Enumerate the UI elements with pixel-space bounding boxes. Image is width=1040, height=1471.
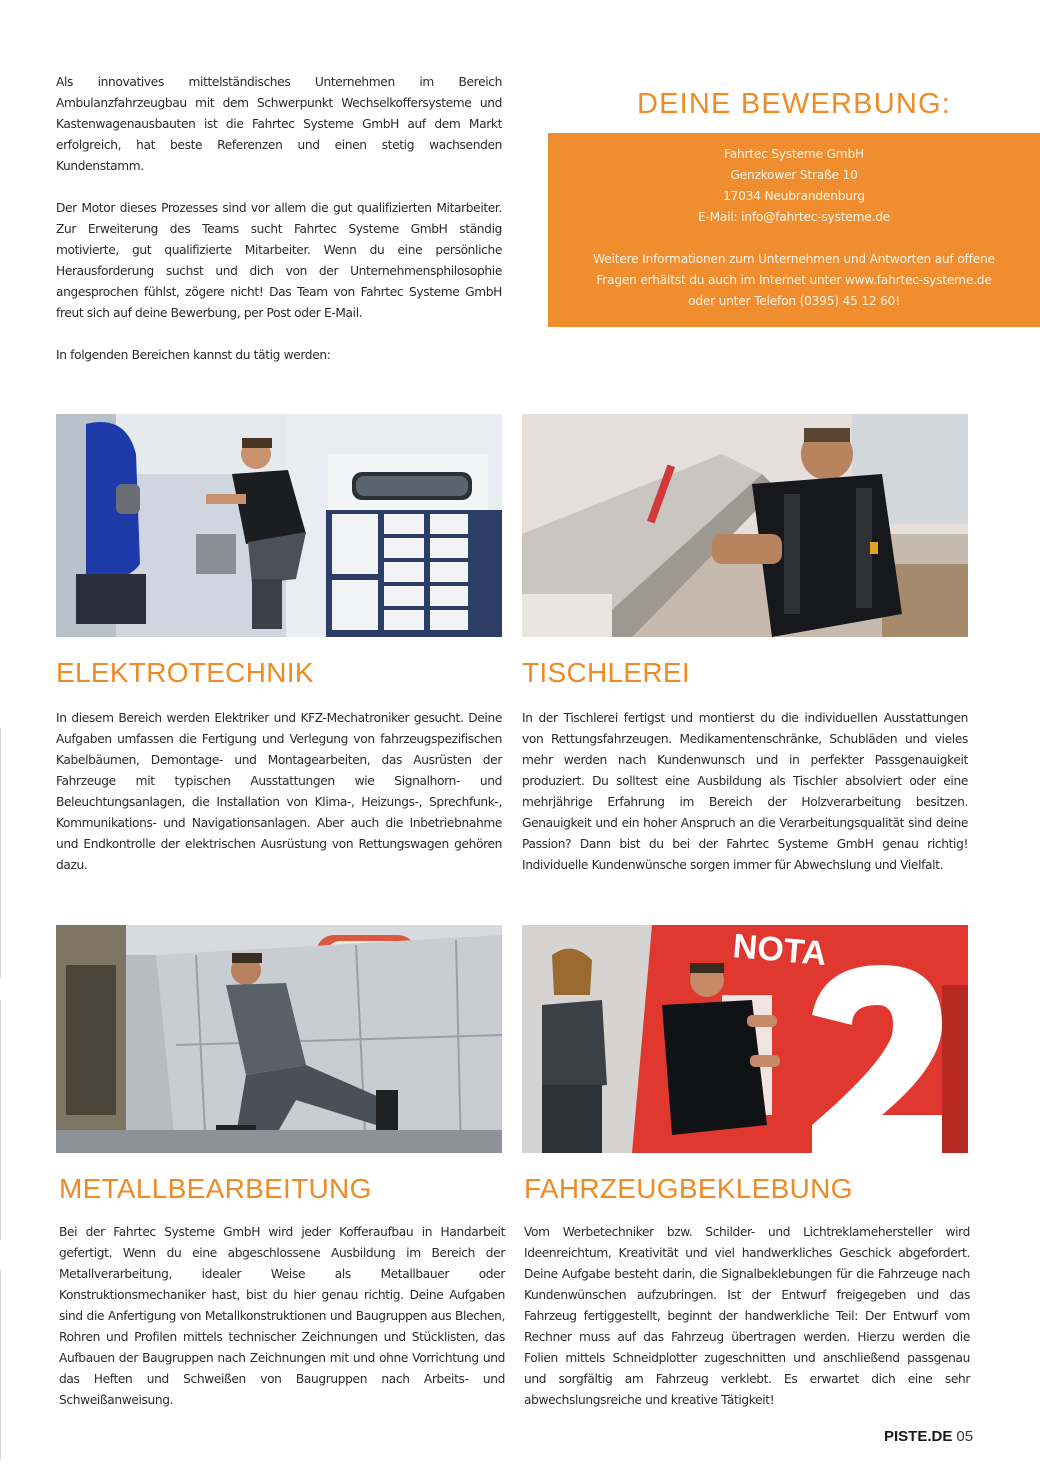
section-text-fahrzeugbeklebung: Vom Werbetechniker bzw. Schilder- und Lichtreklamehersteller wird Ideenreichtum, Kreativität und viel handwerkliches Geschick abgefordert. Deine Aufgabe besteht darin, die Signalbeklebungen für die Fahrzeuge nach Kundenwünschen aufzubringen. Ist der Entwurf freigegeben und das Fahrzeug fertiggestellt, beginnt der handwerkliche Teil: Der Entwurf vom Rechner muss auf das Fahrzeug übertragen werden. Hierzu werden die Folien mittels Schneidplotter zugeschnitten und anschließend passgenau und sorgfältig am Fahrzeug verklebt. Es erwartet dich eine sehr abwechslungsreiche und kreative Tätigkeit! <box>524 1225 970 1407</box>
intro-paragraph: Der Motor dieses Prozesses sind vor allem die gut qualifizierten Mitarbeiter. Zur Erweiterung des Teams sucht Fahrtec Systeme GmbH ständig motivierte, gut qualifizierte Mitarbeiter. Wenn du eine persönliche Herausforderung suchst und dich von der Unternehmensphilosophie angesprochen fühlst, zögere nicht! Das Team von Fahrtec Systeme GmbH freut sich auf deine Bewerbung, per Post oder E-Mail. <box>56 201 502 320</box>
section-title-fahrzeugbeklebung: FAHRZEUGBEKLEBUNG <box>524 1173 853 1204</box>
section-title-metallbearbeitung: METALLBEARBEITUNG <box>59 1173 372 1204</box>
info-line: oder unter Telefon (0395) 45 12 60! <box>688 294 900 308</box>
vehicle-wrap-photo <box>522 925 968 1153</box>
city-address: 17034 Neubrandenburg <box>723 189 865 203</box>
intro-paragraph: In folgenden Bereichen kannst du tätig werden: <box>56 348 331 362</box>
application-box <box>548 133 1040 327</box>
section-text-metallbearbeitung: Bei der Fahrtec Systeme GmbH wird jeder Kofferaufbau in Handarbeit gefertigt. Wenn du eine abgeschlossene Ausbildung im Bereich der Metallverarbeitung, idealer Weise als Metallbauer oder Konstruktionsmechaniker hast, bist du hier genau richtig. Deine Aufgaben sind die Anfertigung von Metallkonstruktionen und Baugruppen aus Blechen, Rohren und Profilen mittels technischer Zeichnungen und Stücklisten, das Aufbauen der Baugruppen nach Zeichnungen mit und ohne Vorrichtung und das Heften und Schweißen von Baugruppen nach Arbeits- und Schweißanweisung. <box>59 1225 505 1407</box>
spacer <box>548 228 1040 249</box>
application-title: DEINE BEWERBUNG: <box>636 88 952 120</box>
footer-brand: PISTE.DE <box>884 1428 953 1445</box>
section-title-elektrotechnik: ELEKTROTECHNIK <box>56 657 314 688</box>
page-number: 05 <box>956 1428 974 1445</box>
page-edge-line <box>0 1270 1 1460</box>
section-text-elektrotechnik: In diesem Bereich werden Elektriker und KFZ-Mechatroniker gesucht. Deine Aufgaben umfassen die Fertigung und Verlegung von fahrzeugspezifischen Kabelbäumen, Demontage- und Montagearbeiten, das Ausrüsten der Fahrzeuge mit typischen Ausstattungen wie Signalhorn- und Beleuchtungsanlagen, die Installation von Klima-, Heizungs-, Sprechfunk-, Kommunikations- und Navigationsanlagen. Aber auch die Inbetriebnahme und Endkontrolle der elektrischen Ausrüstung von Rettungswagen gehören dazu. <box>56 711 502 872</box>
intro-paragraph: Als innovatives mittelständisches Unternehmen im Bereich Ambulanzfahrzeugbau mit dem Schwerpunkt Wechselkoffersysteme und Kastenwagenausbauten ist die Fahrtec Systeme GmbH auf dem Markt erfolgreich, hat beste Referenzen und einen stetig wachsenden Kundenstamm. <box>56 75 502 173</box>
section-title-tischlerei: TISCHLEREI <box>522 657 690 688</box>
street-address: Genzkower Straße 10 <box>730 168 858 182</box>
carpenter-photo <box>522 414 968 637</box>
section-text-tischlerei: In der Tischlerei fertigst und montierst du die individuellen Ausstattungen von Rettungsfahrzeugen. Medikamentenschränke, Schubläden und vieles mehr werden nach Kundenwunsch und in perfekter Passgenauigkeit produziert. Du solltest eine Ausbildung als Tischler absolviert oder eine mehrjährige Erfahrung im Bereich der Holzverarbeitung besitzen. Genauigkeit und ein hoher Anspruch an die Verarbeitungsqualität sind deine Passion? Dann bist du bei der Fahrtec Systeme GmbH genau richtig! Individuelle Kundenwünsche sorgen immer für Abwechslung und Vielfalt. <box>522 711 968 872</box>
info-line: Fragen erhältst du auch im Internet unter www.fahrtec-systeme.de <box>596 273 992 287</box>
intro-text <box>56 72 502 387</box>
electrician-photo <box>56 414 502 637</box>
page-footer <box>884 1428 973 1445</box>
email-link[interactable]: E-Mail: info@fahrtec-systeme.de <box>697 210 891 224</box>
svg-text:NOTA: NOTA <box>731 927 829 974</box>
page-edge-line <box>0 728 1 978</box>
company-name: Fahrtec Systeme GmbH <box>724 147 864 161</box>
info-line: Weitere Informationen zum Unternehmen und Antworten auf offene <box>593 252 995 266</box>
page-edge-line <box>0 1000 1 1240</box>
metalworker-photo <box>56 925 502 1153</box>
